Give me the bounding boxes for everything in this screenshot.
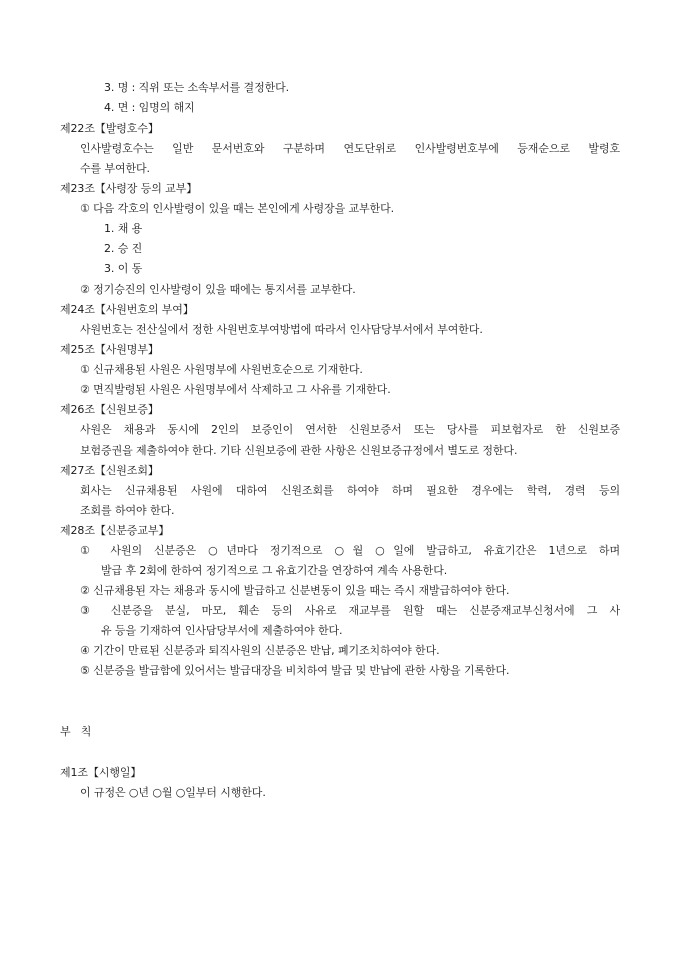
addenda-article-1-title: 제1조【시행일】	[60, 766, 142, 779]
article-28-title: 제28조【신분증교부】	[60, 524, 170, 537]
article-22-title: 제22조【발령호수】	[60, 122, 159, 135]
article-26-paragraph-line2: 보험증권을 제출하여야 한다. 기타 신원보증에 관한 사항은 신원보증규정에서 별도로 정한다.	[80, 444, 518, 457]
article-27-paragraph-line1: 회사는 신규채용된 사원에 대하여 신원조회를 하여야 하며 필요한 경우에는 학력, 경력 등의	[80, 484, 620, 497]
article-28-clause-1: ① 사원의 신분증은 ○년마다 정기적으로 ○월 ○일에 발급하고, 유효기간은 1년으로 하며	[80, 544, 620, 557]
article-28-clause-4: ④ 기간이 만료된 신분증과 퇴직사원의 신분증은 반납, 폐기조치하여야 한다.	[80, 644, 440, 657]
article-23-clause-1: ① 다음 각호의 인사발령이 있을 때는 본인에게 사령장을 교부한다.	[80, 202, 395, 215]
article-26-title: 제26조【신원보증】	[60, 403, 159, 416]
article-28-clause-3: ③ 신분증을 분실, 마모, 훼손 등의 사유로 재교부를 원할 때는 신분증재교부신청서에 그 사	[80, 604, 620, 617]
article-25-clause-2: ② 면직발령된 사원은 사원명부에서 삭제하고 그 사유를 기재한다.	[80, 383, 391, 396]
addenda-heading: 부 칙	[60, 725, 92, 738]
article-24-paragraph: 사원번호는 전산실에서 정한 사원번호부여방법에 따라서 인사담당부서에서 부여한다.	[80, 323, 483, 336]
item-dismissal: 4. 면 : 임명의 해지	[104, 101, 195, 114]
article-22-paragraph-line2: 수를 부여한다.	[80, 162, 150, 175]
article-28-clause-2: ② 신규채용된 자는 채용과 동시에 발급하고 신분변동이 있을 때는 즉시 재발급하여야 한다.	[80, 584, 510, 597]
article-28-clause-1-continued: 발급 후 2회에 한하여 정기적으로 그 유효기간을 연장하여 계속 사용한다.	[101, 564, 448, 577]
article-23-item-3: 3. 이 동	[104, 262, 143, 275]
article-23-clause-2: ② 정기승진의 인사발령이 있을 때에는 통지서를 교부한다.	[80, 283, 356, 296]
article-27-paragraph-line2: 조회를 하여야 한다.	[80, 504, 175, 517]
article-25-title: 제25조【사원명부】	[60, 343, 159, 356]
article-23-title: 제23조【사령장 등의 교부】	[60, 182, 198, 195]
article-22-paragraph-line1: 인사발령호수는 일반 문서번호와 구분하며 연도단위로 인사발령번호부에 등재순으로 발령호	[80, 142, 620, 155]
article-23-item-2: 2. 승 진	[104, 242, 143, 255]
article-27-title: 제27조【신원조회】	[60, 464, 159, 477]
article-25-clause-1: ① 신규채용된 사원은 사원명부에 사원번호순으로 기재한다.	[80, 363, 363, 376]
addenda-article-1-paragraph: 이 규정은 ○년 ○월 ○일부터 시행한다.	[80, 786, 266, 799]
item-appointment: 3. 명 : 직위 또는 소속부서를 결정한다.	[104, 81, 290, 94]
article-23-item-1: 1. 채 용	[104, 222, 143, 235]
article-28-clause-5: ⑤ 신분증을 발급함에 있어서는 발급대장을 비치하여 발급 및 반납에 관한 사항을 기록한다.	[80, 664, 510, 677]
article-26-paragraph-line1: 사원은 채용과 동시에 2인의 보증인이 연서한 신원보증서 또는 당사를 피보험자로 한 신원보증	[80, 423, 620, 436]
article-24-title: 제24조【사원번호의 부여】	[60, 303, 194, 316]
article-28-clause-3-continued: 유 등을 기재하여 인사담당부서에 제출하여야 한다.	[101, 624, 343, 637]
